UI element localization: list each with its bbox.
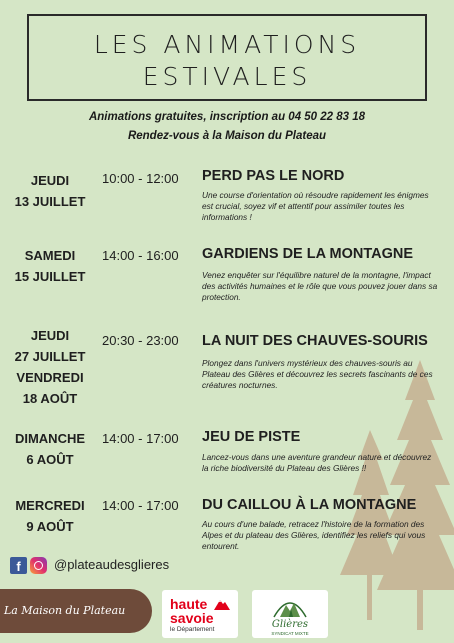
glieres-logo: Glières SYNDICAT MIXTE (252, 590, 328, 638)
event-title: JEU DE PISTE (202, 429, 301, 445)
maison-du-plateau-label: La Maison du Plateau (4, 604, 126, 617)
event-date: SAMEDI 15 JUILLET (14, 248, 86, 284)
event-date: JEUDI 13 JUILLET (14, 173, 86, 209)
title-line-2: ESTIVALES (142, 62, 312, 91)
event-time: 10:00 - 12:00 (102, 171, 179, 186)
intro-meeting-point: Rendez-vous à la Maison du Plateau (127, 130, 327, 142)
facebook-icon[interactable]: f (10, 557, 27, 574)
event-description: Au cours d'une balade, retracez l'histoire de la formation des Alpes et du plateau des Glières, identifiez les reliefs qui vous entourent. (202, 519, 426, 551)
title-line-1: LES ANIMATIONS (93, 30, 361, 59)
intro-registration: Animations gratuites, inscription au 04 50 22 83 18 (88, 111, 366, 123)
haute-savoie-logo: haute savoie le Département (162, 590, 238, 638)
title-box (27, 14, 427, 101)
event-date: JEUDI 27 JUILLET VENDREDI 18 AOÛT (14, 328, 86, 406)
pine-trees-illustration (335, 360, 454, 630)
event-date: DIMANCHE 6 AOÛT (14, 431, 86, 467)
event-title: DU CAILLOU À LA MONTAGNE (202, 497, 417, 513)
social-handle[interactable]: @plateaudesglieres (54, 557, 170, 572)
instagram-icon[interactable] (30, 557, 47, 574)
event-title: GARDIENS DE LA MONTAGNE (202, 246, 414, 262)
event-description: Venez enquêter sur l'équilibre naturel de la montagne, l'impact des activités humaines et le rôle que vous pouvez jouer dans sa protection. (202, 270, 438, 302)
maison-du-plateau-badge (0, 589, 152, 633)
event-description: Lancez-vous dans une aventure grandeur nature et découvrez la riche biodiversité du Plateau des Glières !! (202, 452, 432, 473)
event-title: PERD PAS LE NORD (202, 168, 345, 184)
mountain-icon (272, 595, 308, 619)
event-description: Une course d'orientation où résoudre rapidement les énigmes est crucial, soyez vif et attentif pour assimiler toutes les informations ! (202, 190, 429, 222)
event-time: 14:00 - 16:00 (102, 248, 179, 263)
event-title: LA NUIT DES CHAUVES-SOURIS (202, 333, 428, 349)
mountain-icon (214, 598, 230, 610)
event-description: Plongez dans l'univers mystérieux des chauves-souris au Plateau des Glières et découvrez les secrets fascinants de ces créatures nocturnes. (202, 358, 433, 390)
event-time: 20:30 - 23:00 (102, 333, 179, 348)
event-date: MERCREDI 9 AOÛT (15, 498, 85, 534)
event-time: 14:00 - 17:00 (102, 431, 179, 446)
event-time: 14:00 - 17:00 (102, 498, 179, 513)
